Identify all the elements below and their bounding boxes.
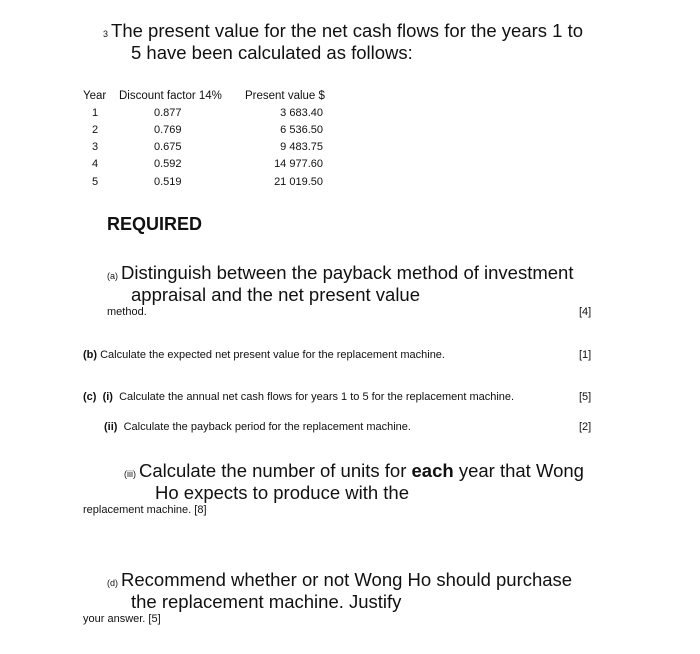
question-c-iii-number: (iii) [124,469,136,479]
question-a-line-3: method. [107,306,147,318]
question-a-line-2: appraisal and the net present value [131,284,421,305]
question-b-marks: [1] [579,349,592,361]
question-c-i [83,391,514,403]
row-2-pv: 6 536.50 [280,124,323,136]
header-year: Year [83,90,107,102]
question-a-number: (a) [107,271,118,281]
intro-line-2: 5 have been calculated as follows: [131,42,413,63]
header-discount-factor: Discount factor 14% [119,90,222,102]
question-c-ii [104,421,411,433]
question-c-ii-number: (ii) [104,421,118,433]
question-b-number: (b) [83,349,98,361]
question-a-text-1: Distinguish between the payback method of investment [121,262,574,283]
row-1-factor: 0.877 [154,107,182,119]
question-c-iii-line-3: replacement machine. [8] [83,504,207,516]
question-b-text: Calculate the expected net present value for the replacement machine. [100,349,445,361]
question-number: 3 [103,29,109,39]
header-present-value: Present value $ [245,90,325,102]
question-c-i-number: (i) [102,391,113,403]
question-c-number: (c) [83,391,97,403]
question-c-iii-text-post: year that Wong [453,460,584,481]
row-5-pv: 21 019.50 [274,176,323,188]
required-heading: REQUIRED [107,214,203,234]
question-c-i-text: Calculate the annual net cash flows for years 1 to 5 for the replacement machine. [119,391,515,403]
question-a-marks: [4] [579,306,592,318]
row-2-year: 2 [91,124,99,136]
row-2-factor: 0.769 [154,124,182,136]
row-1-pv: 3 683.40 [280,107,323,119]
row-1-year: 1 [91,107,99,119]
question-d-number: (d) [107,578,118,588]
row-4-year: 4 [91,158,99,170]
row-3-pv: 9 483.75 [280,141,323,153]
question-c-i-marks: [5] [579,391,592,403]
row-3-year: 3 [91,141,99,153]
question-b [83,349,445,361]
row-4-factor: 0.592 [154,158,182,170]
question-d-line-3: your answer. [5] [83,613,161,625]
row-5-year: 5 [91,176,99,188]
question-d-line-2: the replacement machine. Justify [131,591,402,612]
question-d-text-1: Recommend whether or not Wong Ho should purchase [121,569,573,590]
row-5-factor: 0.519 [154,176,182,188]
intro-text-1: The present value for the net cash flows for the years 1 to [111,20,584,41]
row-4-pv: 14 977.60 [274,158,323,170]
question-c-ii-text: Calculate the payback period for the replacement machine. [123,421,411,433]
question-c-iii-text-pre: Calculate the number of units for [139,460,412,481]
row-3-factor: 0.675 [154,141,182,153]
question-c-ii-marks: [2] [579,421,592,433]
question-c-iii-line-2: Ho expects to produce with the [155,482,410,503]
question-c-iii-text-bold: each [411,460,454,481]
